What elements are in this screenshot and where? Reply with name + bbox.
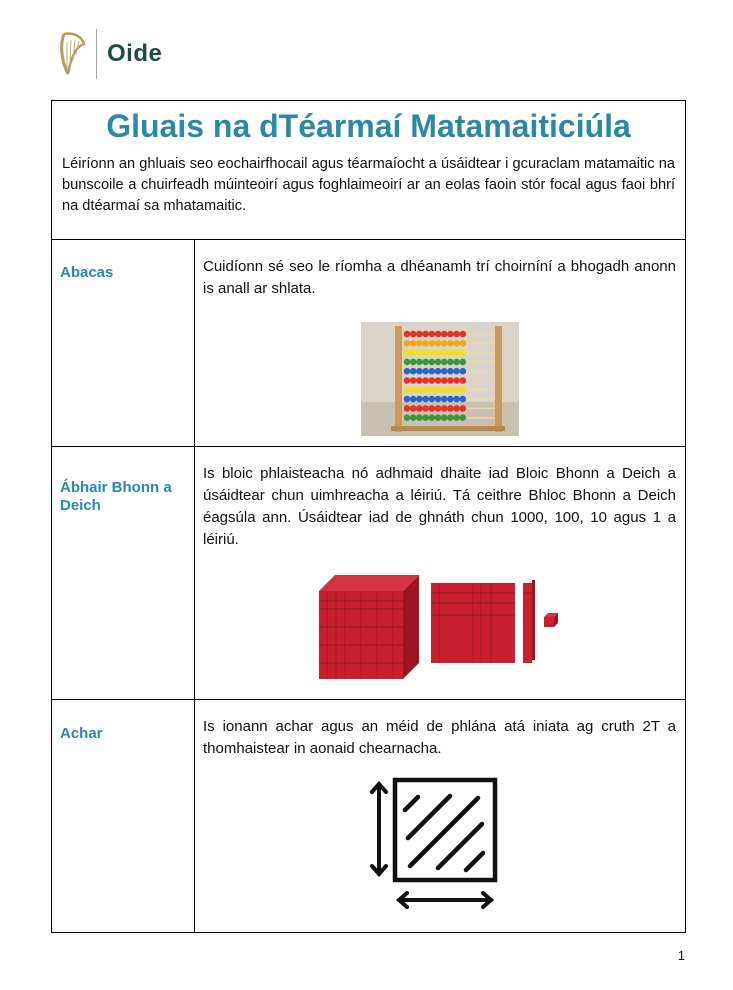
definition-cell — [195, 240, 685, 446]
term-label: Achar — [52, 700, 195, 933]
abacus-bead — [416, 331, 423, 338]
intro-text: Léiríonn an ghluais seo eochairfhocail agus téarmaíocht a úsáidtear i gcuraclam matamaitic na bunscoile a chuirfeadh múinteoirí agus foghlaimeoirí ar an eolas faoin stór focal agus faoi bhrí na dtéarmaí sa mhatamaitic. — [62, 156, 675, 214]
abacus-bead — [447, 359, 454, 366]
abacus-bead — [459, 349, 466, 356]
logo-divider — [96, 29, 97, 79]
abacus-bead — [440, 414, 447, 421]
abacus-bead — [409, 414, 416, 421]
abacus-bead — [459, 331, 466, 338]
abacus-bead — [434, 396, 441, 403]
abacus-bead — [422, 396, 429, 403]
definition-cell — [195, 447, 685, 699]
abacus-bead — [403, 396, 410, 403]
abacus-bead — [428, 359, 435, 366]
abacus-bead — [453, 377, 460, 384]
abacus-bead — [434, 387, 441, 394]
abacus-bead — [434, 359, 441, 366]
abacus-bead — [422, 387, 429, 394]
abacus-bead — [447, 414, 454, 421]
term-label: Abacas — [52, 240, 195, 446]
abacus-bead — [447, 340, 454, 347]
abacus-bead — [434, 340, 441, 347]
abacus-bead — [453, 349, 460, 356]
abacus-bead — [403, 414, 410, 421]
ten-rod — [523, 580, 535, 663]
abacus-bead — [459, 340, 466, 347]
abacus-bead — [440, 359, 447, 366]
abacus-bead — [434, 377, 441, 384]
abacus-bead — [416, 368, 423, 375]
abacus-bead — [453, 414, 460, 421]
abacus-bead — [453, 396, 460, 403]
abacus-bead — [428, 349, 435, 356]
abacus-bead — [447, 349, 454, 356]
glossary-row-abhair-bhonn-a-deich — [52, 447, 685, 700]
abacus-bead — [422, 377, 429, 384]
abacus-bead — [428, 340, 435, 347]
abacus-bead — [453, 368, 460, 375]
abacus-bead — [440, 340, 447, 347]
abacus-bead — [403, 331, 410, 338]
abacus-bead — [447, 377, 454, 384]
abacus-bead — [416, 359, 423, 366]
term-label: Ábhair Bhonn a Deich — [52, 447, 195, 699]
abacus-bead — [422, 340, 429, 347]
abacus-bead — [409, 387, 416, 394]
abacus-bead — [409, 359, 416, 366]
definition-text: Cuidíonn sé seo le ríomha a dhéanamh trí choirníní a bhogadh anonn is anall ar shlata. — [203, 258, 676, 297]
abacus-bead — [409, 377, 416, 384]
abacus-bead — [409, 340, 416, 347]
abacus-bead — [428, 405, 435, 412]
abacus-bead — [453, 331, 460, 338]
thousand-cube — [319, 575, 419, 679]
abacus-bead — [447, 396, 454, 403]
abacus-bead — [422, 349, 429, 356]
page-title: Gluais na dTéarmaí Matamaiticiúla — [106, 108, 631, 144]
abacus-bead — [403, 377, 410, 384]
abacus-bead — [447, 387, 454, 394]
abacus-bead — [459, 359, 466, 366]
abacus-bead — [416, 405, 423, 412]
abacus-bead — [459, 414, 466, 421]
definition-cell — [195, 700, 685, 933]
definition-text: Is ionann achar agus an méid de phlána atá iniata ag cruth 2T a thomhaistear in aonaid chearnacha. — [203, 718, 676, 757]
abacus-bead — [440, 349, 447, 356]
abacus-bead — [440, 396, 447, 403]
abacus-bead — [416, 349, 423, 356]
abacus-bead — [453, 405, 460, 412]
abacus-bead — [403, 387, 410, 394]
intro-section — [52, 101, 685, 240]
abacus-bead — [440, 377, 447, 384]
base-ten-blocks — [315, 567, 565, 685]
abacus-bead — [416, 396, 423, 403]
abacus-bead — [434, 349, 441, 356]
abacus-bead — [459, 387, 466, 394]
abacus-bead — [459, 377, 466, 384]
abacus-bead — [434, 331, 441, 338]
page-number: 1 — [677, 948, 685, 963]
abacus-bead — [409, 349, 416, 356]
abacus-bead — [428, 414, 435, 421]
hundred-flat — [431, 583, 515, 663]
abacus-bead — [440, 368, 447, 375]
logo-text: Oide — [107, 40, 163, 67]
abacus-bead — [428, 368, 435, 375]
abacus-bead — [428, 387, 435, 394]
abacus-bead — [416, 377, 423, 384]
abacus-bead — [403, 349, 410, 356]
abacus-bead — [409, 368, 416, 375]
abacus-bead — [453, 359, 460, 366]
abacus-bead — [403, 405, 410, 412]
abacus-bead — [422, 405, 429, 412]
glossary-row-achar — [52, 700, 685, 933]
abacus-bead — [428, 377, 435, 384]
abacus-bead — [447, 331, 454, 338]
abacus-bead — [422, 331, 429, 338]
abacus-bead — [434, 405, 441, 412]
abacus-bead — [409, 405, 416, 412]
definition-text: Is bloic phlaisteacha nó adhmaid dhaite iad Bloic Bhonn a Deich a úsáidtear chun uimhreacha a léiriú. Tá ceithre Bhloc Bhonn a Deich éagsúla ann. Úsáidtear iad de ghnáth chun 1000, 100, 10 agus 1 a léiriú. — [203, 465, 676, 548]
abacus-bead — [403, 359, 410, 366]
abacus-bead — [459, 405, 466, 412]
oide-logo — [58, 28, 162, 80]
abacus-bead — [416, 414, 423, 421]
abacus-bead — [409, 331, 416, 338]
abacus-bead — [459, 396, 466, 403]
abacus-bead — [440, 405, 447, 412]
abacus-bead — [422, 359, 429, 366]
abacus-bead — [453, 340, 460, 347]
harp-icon — [58, 30, 88, 78]
abacus-bead — [434, 414, 441, 421]
abacus-bead — [434, 368, 441, 375]
abacus-bead — [416, 340, 423, 347]
abacus-photo — [361, 322, 519, 436]
abacus-bead — [403, 340, 410, 347]
area-square-icon — [370, 776, 510, 910]
abacus-bead — [453, 387, 460, 394]
abacus-bead — [428, 331, 435, 338]
abacus-bead — [428, 396, 435, 403]
glossary-row-abacas — [52, 240, 685, 447]
unit-cube — [544, 613, 558, 627]
glossary-table — [51, 100, 686, 933]
abacus-bead — [422, 368, 429, 375]
abacus-bead — [459, 368, 466, 375]
abacus-bead — [440, 387, 447, 394]
abacus-bead — [416, 387, 423, 394]
abacus-bead — [440, 331, 447, 338]
abacus-bead — [422, 414, 429, 421]
abacus-bead — [447, 405, 454, 412]
abacus-bead — [447, 368, 454, 375]
abacus-bead — [409, 396, 416, 403]
abacus-bead — [403, 368, 410, 375]
